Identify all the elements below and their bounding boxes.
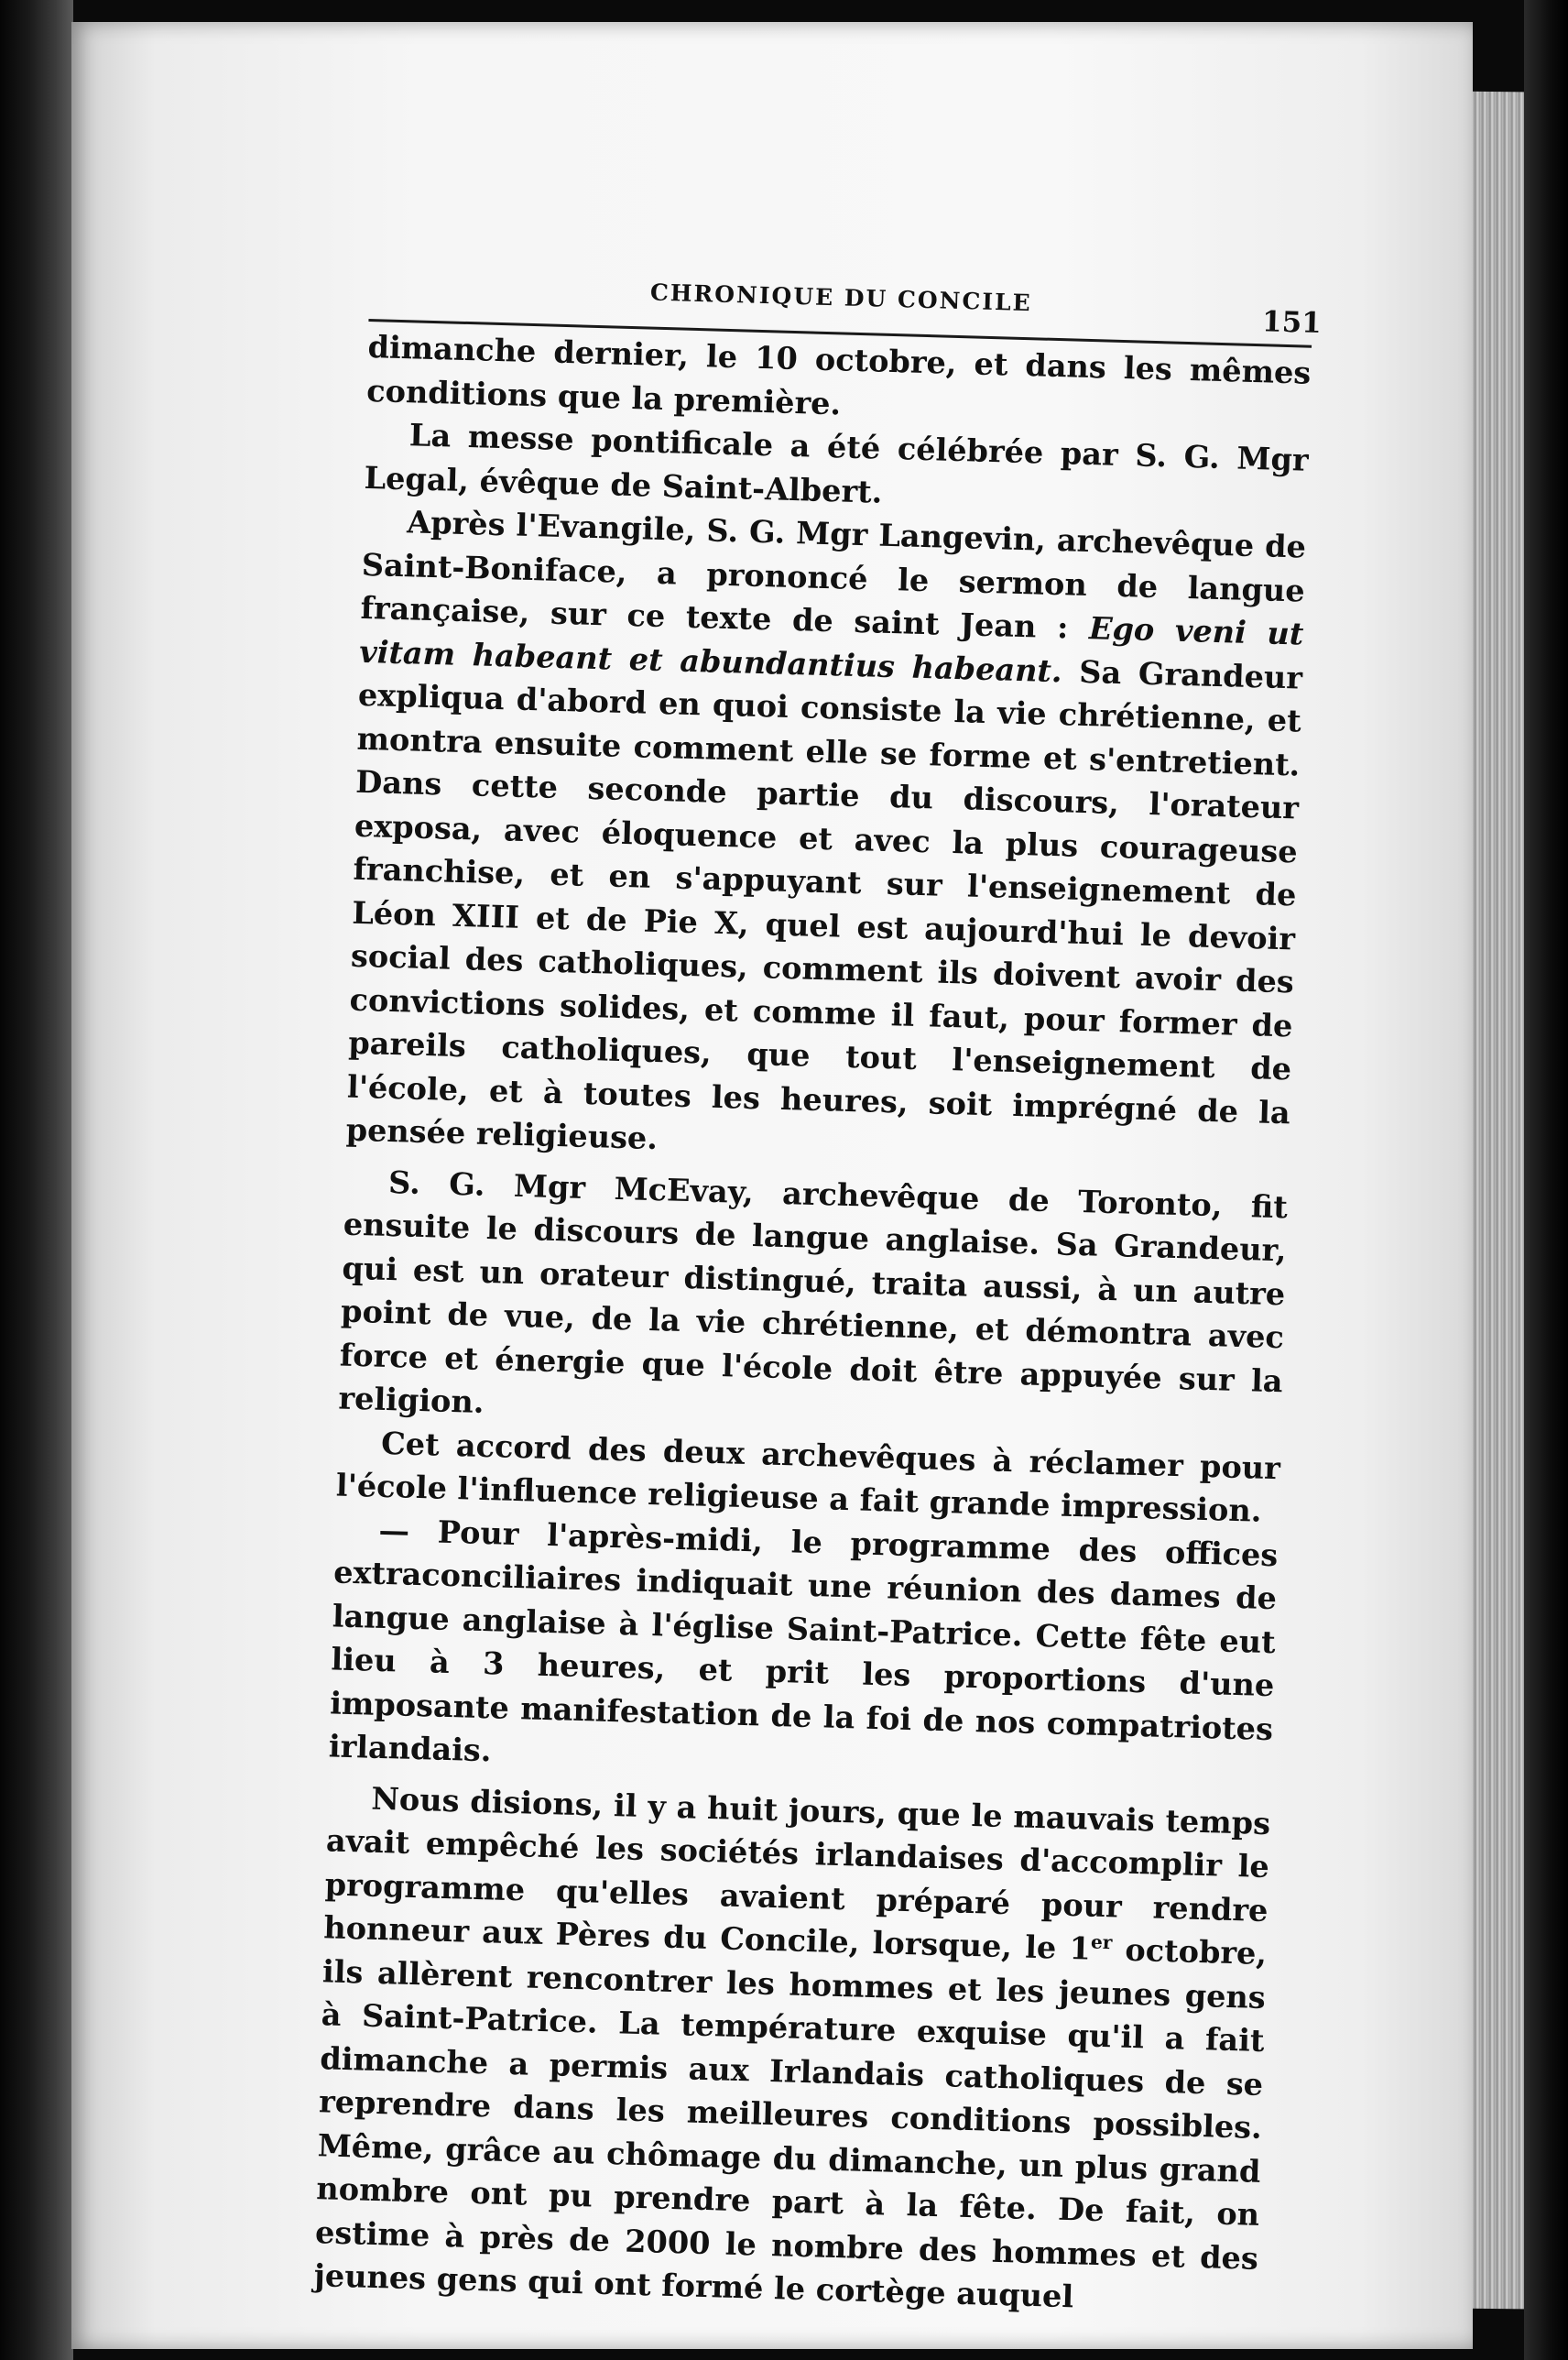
paragraph (345, 499, 1306, 1178)
paragraph-text: Sa Grandeur expliqua d'abord en quoi consiste la vie chrétienne, et montra ensuite comment elle se forme et s'entretient. Dans cette seconde partie du discours, l'orateur exposa, avec éloquence et avec la plus courageuse franchise, et en s'appuyant sur l'enseignement de Léon XIII et de Pie X, quel est aujourd'hui le devoir social des catholiques, comment ils doivent avoir des convictions solides, et comme il faut, pour former de pareils catholiques, que tout l'enseignement de l'école, et à toutes les heures, soit imprégné de la pensée religieuse. (345, 652, 1303, 1157)
paragraph-text: Après l'Evangile, S. G. Mgr Langevin, archevêque de Saint-Boniface, a prononcé le sermon de langue française, sur ce texte de saint Jean : (360, 504, 1307, 647)
paragraph-text: octobre, ils allèrent rencontrer les hommes et les jeunes gens à Saint-Patrice. La température exquise qu'il a fait dimanche a permis aux Irlandais catholiques de se reprendre dans les meilleures conditions possibles. Même, grâce au chômage du dimanche, un plus grand nombre ont pu prendre part à la fête. De fait, on estime à près de 2000 le nombre des hommes et des jeunes gens qui ont formé le cortège auquel (313, 1931, 1268, 2315)
paragraph (313, 1775, 1271, 2324)
paragraph: dimanche dernier, le 10 octobre, et dans les mêmes conditions que la première. (365, 328, 1312, 421)
body-text (313, 325, 1312, 2323)
book-edge-right (1524, 0, 1568, 2360)
book-gutter-left (0, 0, 73, 2360)
paragraph-text: Nous disions, il y a huit jours, que le mauvais temps avait empêché les sociétés irlandaises d'accomplir le programme qu'elles avaient préparé pour rendre honneur aux Pères du Concile, lorsque, le 1 (322, 1780, 1271, 1967)
paragraph: Cet accord des deux archevêques à réclamer pour l'école l'influence religieuse a fait grande impression. (335, 1425, 1281, 1529)
latin-quote: Ego veni ut vitam habeant et abundantius habeant. (358, 610, 1304, 689)
book-page (71, 22, 1473, 2349)
page-content (313, 269, 1323, 2323)
page-number: 151 (1261, 305, 1323, 341)
paragraph: S. G. Mgr McEvay, archevêque de Toronto, fit ensuite le discours de langue anglaise. Sa Grandeur, qui est un orateur distingué, traita aussi, à un autre point de vue, de la vie chrétienne, et démontra avec force et énergie que l'école doit être appuyée sur la religion. (338, 1164, 1289, 1420)
running-head: CHRONIQUE DU CONCILE (649, 279, 1033, 317)
paragraph: La messe pontificale a été célébrée par S. G. Mgr Legal, évêque de Saint-Albert. (364, 417, 1310, 510)
paragraph: — Pour l'après-midi, le programme des offices extraconciliaires indiquait une réunion des dames de langue anglaise à l'église Saint-Patrice. Cette fête eut lieu à 3 heures, et prit les proportions d'une imposante manifestation de la foi de nos compatriotes irlandais. (328, 1512, 1279, 1769)
superscript: er (1090, 1930, 1113, 1954)
